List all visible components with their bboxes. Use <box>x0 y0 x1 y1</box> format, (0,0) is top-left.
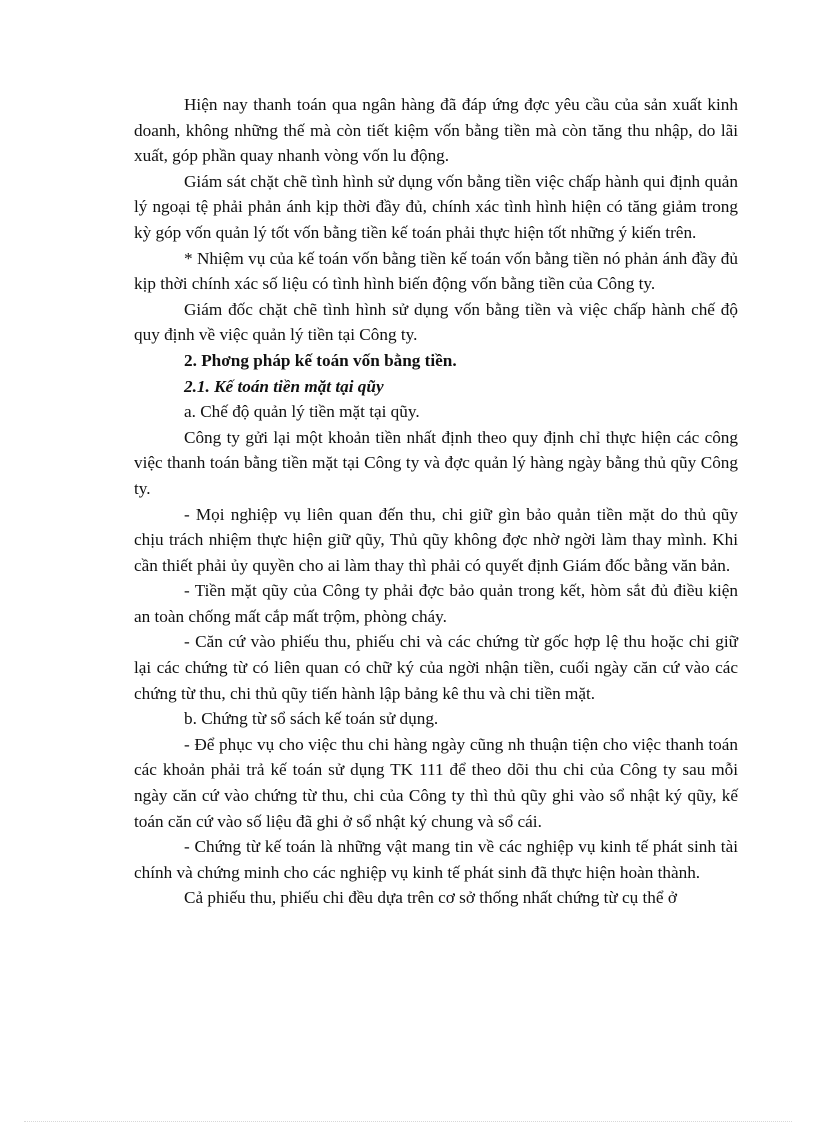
paragraph-duties: * Nhiệm vụ của kế toán vốn bằng tiền kế toán vốn bằng tiền nó phản ánh đầy đủ kịp thời chính xác số liệu có tình hình biến động vốn bằng tiền của Công ty. <box>134 248 738 294</box>
paragraph-receipt-vouchers: - Căn cứ vào phiếu thu, phiếu chi và các chứng từ gốc hợp lệ thu hoặc chi giữ lại các chứng từ có liên quan có chữ ký của ngời nhận tiền, cuối ngày căn cứ vào các chứng từ thu, chi thủ qũy tiến hành lập bảng kê thu và chi tiền mặt. <box>134 632 738 703</box>
page-bottom-divider <box>24 1121 792 1122</box>
paragraph-supervision: Giám sát chặt chẽ tình hình sử dụng vốn bằng tiền việc chấp hành qui định quản lý ngoại tệ phải phản ánh kịp thời đầy đủ, chính xác tình hình hiện có tăng giảm trong kỳ góp vốn quản lý tốt vốn bằng tiền kế toán phải thực hiện tốt những ý kiến trên. <box>134 171 738 242</box>
subsection-heading: 2.1. Kế toán tiền mặt tại qũy <box>184 376 384 396</box>
paragraph-documents-title: b. Chứng từ sổ sách kế toán sử dụng. <box>184 709 439 729</box>
paragraph-company-deposit: Công ty gửi lại một khoản tiền nhất định theo quy định chỉ thực hiện các công việc thanh toán bằng tiền mặt tại Công ty và đợc quản lý hàng ngày bằng thủ qũy Công ty. <box>134 427 738 498</box>
document-body <box>134 92 738 911</box>
paragraph-director-control: Giám đốc chặt chẽ tình hình sử dụng vốn bằng tiền và việc chấp hành chế độ quy định về việc quản lý tiền tại Công ty. <box>134 299 738 345</box>
paragraph-cashier-responsibility: - Mọi nghiệp vụ liên quan đến thu, chi giữ gìn bảo quản tiền mặt do thủ qũy chịu trách nhiệm thực hiện giữ qũy, Thủ qũy không đợc nhờ ngời làm thay mình. Khi cần thiết phải ủy quyền cho ai làm thay thì phải có quyết định Giám đốc bằng văn bản. <box>134 504 738 575</box>
section-heading: 2. Phơng pháp kế toán vốn bằng tiền. <box>184 350 457 370</box>
paragraph-cash-management-title: a. Chế độ quản lý tiền mặt tại qũy. <box>184 402 420 422</box>
paragraph-bank-payment: Hiện nay thanh toán qua ngân hàng đã đáp ứng đợc yêu cầu của sản xuất kinh doanh, không những thế mà còn tiết kiệm vốn bằng tiền mà còn tăng thu nhập, do lãi xuất, góp phần quay nhanh vòng vốn lu động. <box>134 95 738 166</box>
paragraph-accounting-vouchers: - Chứng từ kế toán là những vật mang tin về các nghiệp vụ kinh tế phát sinh tài chính và chứng minh cho các nghiệp vụ kinh tế phát sinh đã thực hiện hoàn thành. <box>134 837 738 882</box>
paragraph-cash-safekeeping: - Tiền mặt qũy của Công ty phải đợc bảo quản trong kết, hòm sắt đủ điều kiện an toàn chống mất cắp mất trộm, phòng cháy. <box>134 581 738 626</box>
paragraph-receipts-payments: Cả phiếu thu, phiếu chi đều dựa trên cơ sở thống nhất chứng từ cụ thể ở <box>184 888 677 908</box>
paragraph-tk111: - Để phục vụ cho việc thu chi hàng ngày cũng nh thuận tiện cho việc thanh toán các khoản phải trả kế toán sử dụng TK 111 để theo dõi thu chi của Công ty sau mỗi ngày căn cứ vào chứng từ thu, chi của Công ty thì thủ qũy ghi vào sổ nhật ký qũy, kế toán căn cứ vào số liệu đã ghi ở sổ nhật ký chung và sổ cái. <box>134 734 738 831</box>
